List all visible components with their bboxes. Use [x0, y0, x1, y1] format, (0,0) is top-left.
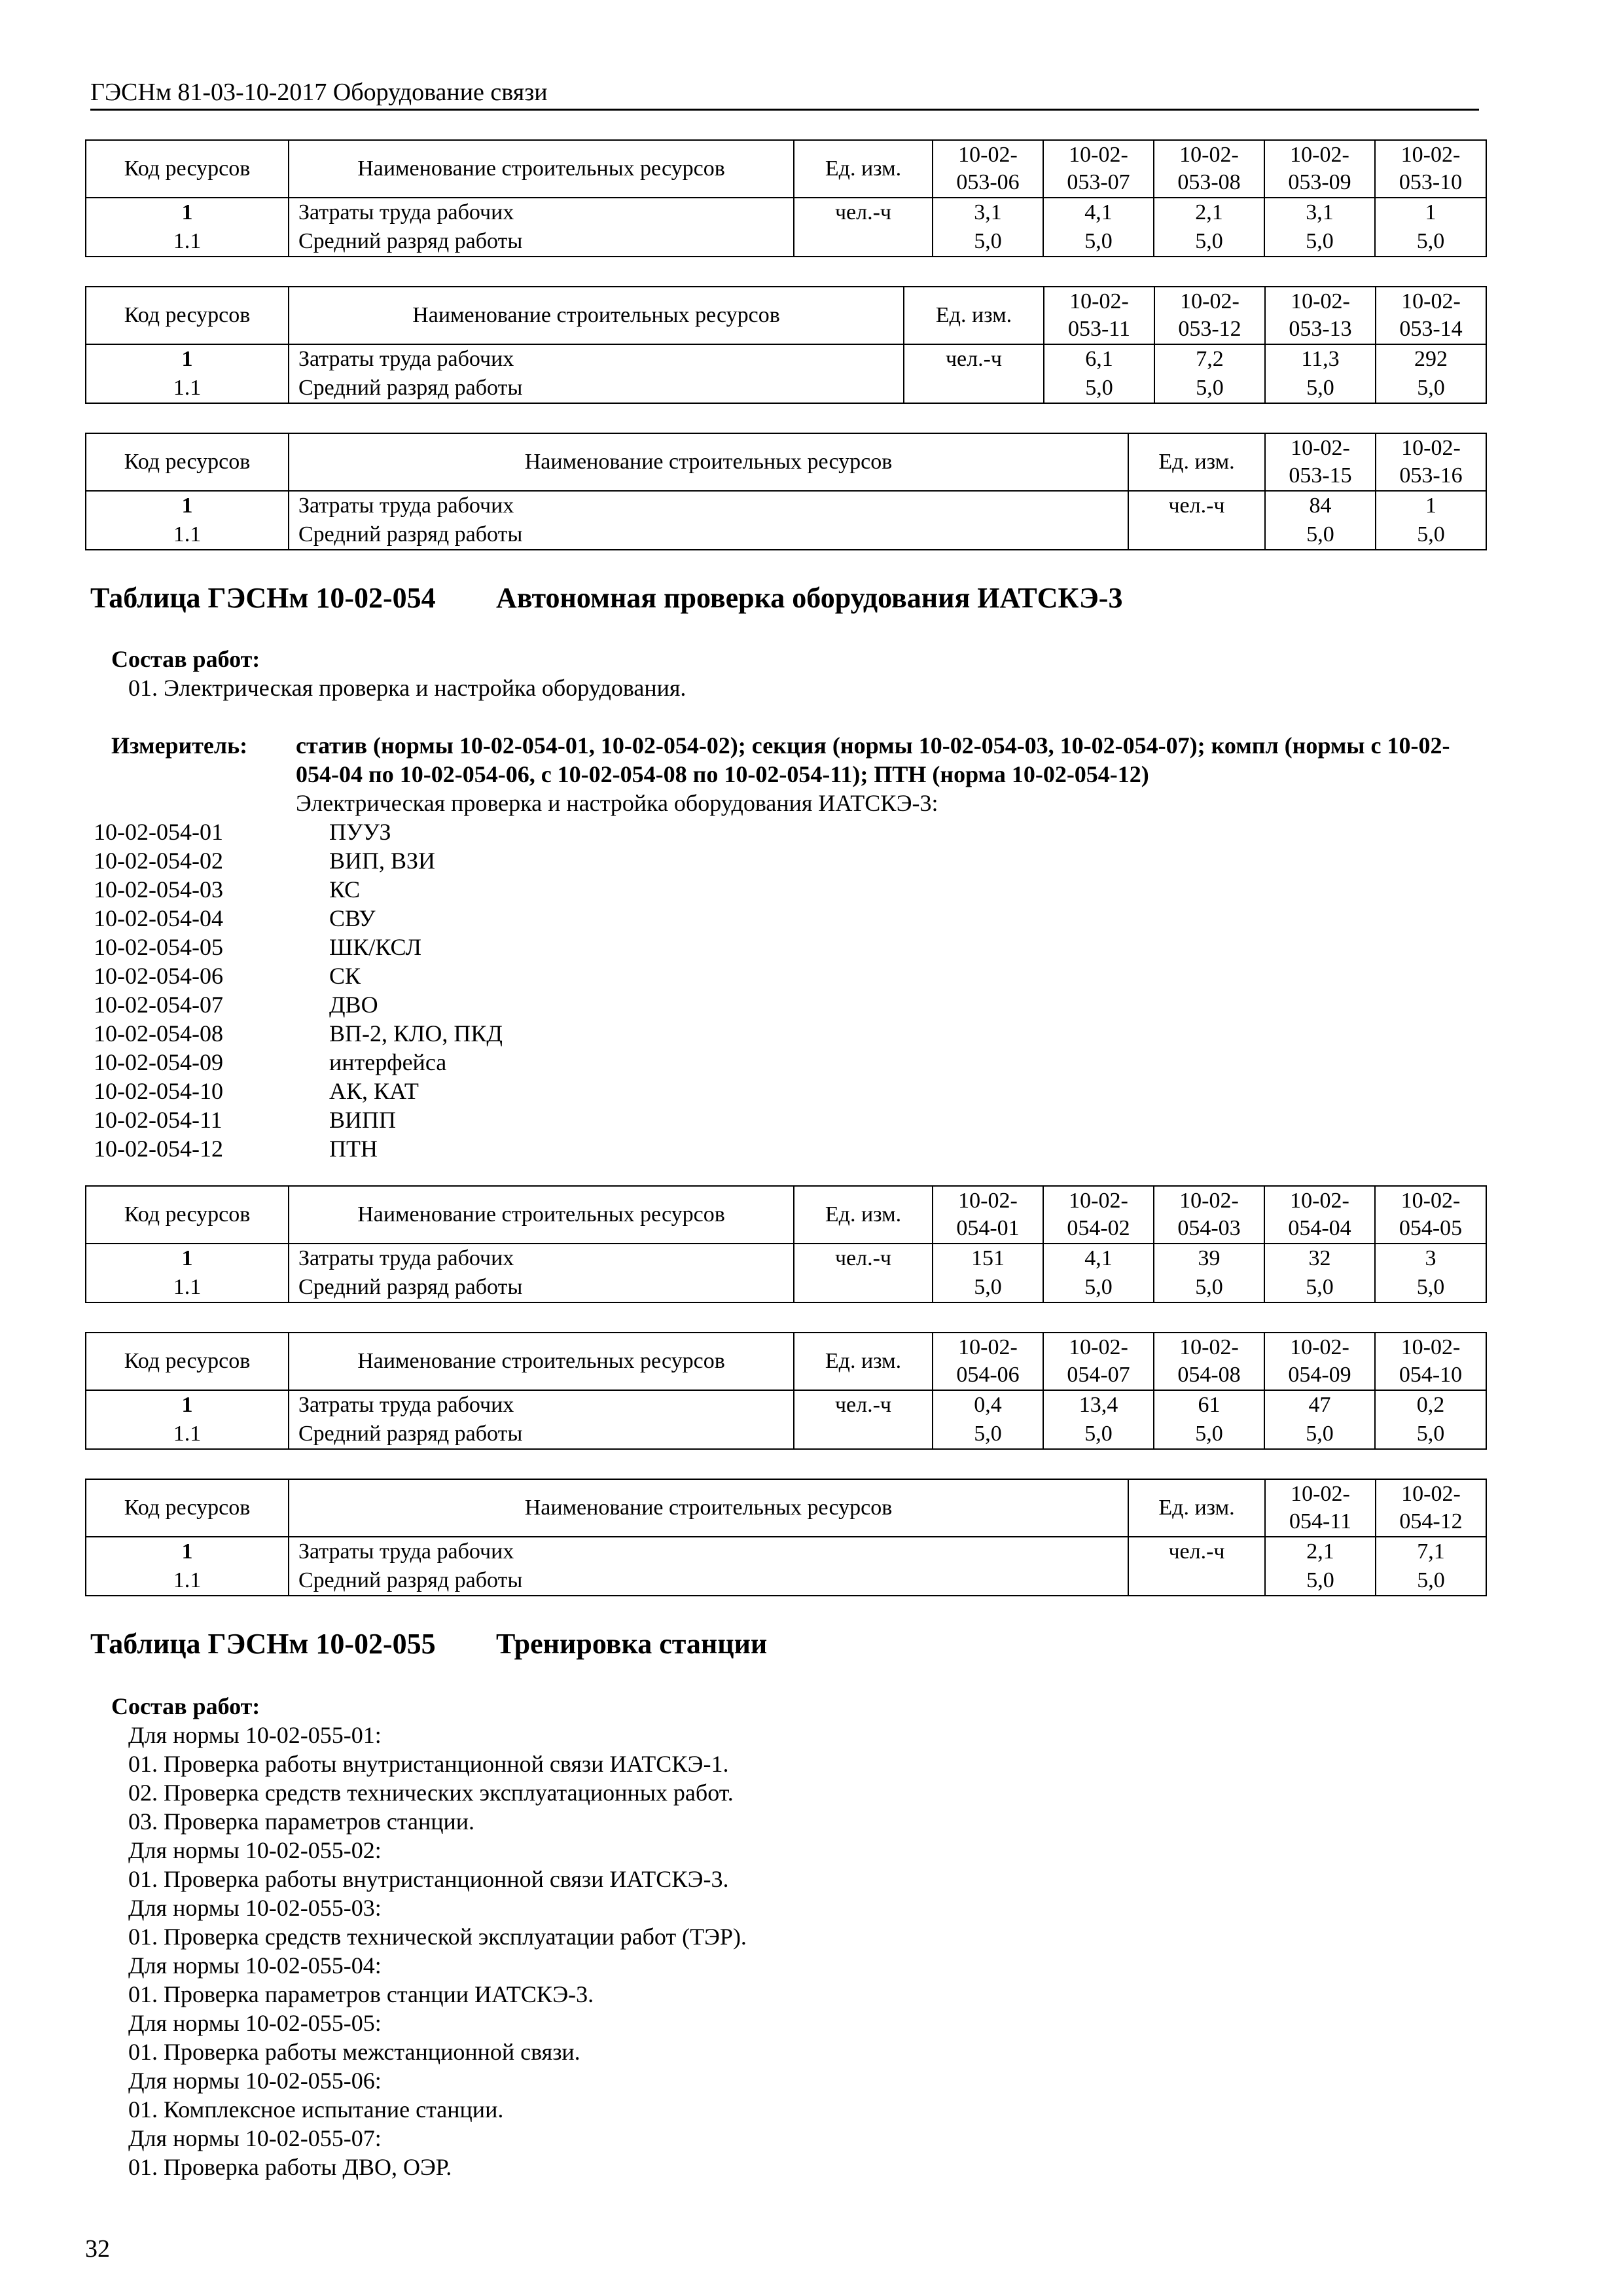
page-number: 32 [85, 2235, 110, 2263]
list-item: 10-02-054-04 СВУ [94, 905, 376, 931]
list-item: Для нормы 10-02-055-04: [128, 1952, 382, 1979]
list-item: 01. Проверка параметров станции ИАТСКЭ-3. [128, 1981, 594, 2007]
col-norm-header: 10-02- 053-09 [1264, 140, 1375, 198]
measure-intro: Электрическая проверка и настройка оборудования ИАТСКЭ-3: [296, 790, 938, 816]
list-item: Для нормы 10-02-055-03: [128, 1895, 382, 1921]
col-norm-header: 10-02- 054-03 [1154, 1186, 1264, 1244]
measure-text: статив (нормы 10-02-054-01, 10-02-054-02); секция (нормы 10-02-054-03, 10-02-054-07); компл (нормы с 10-02-054-04 по 10-02-054-06, с 10-02-054-08 по 10-02-054-11); ПТН (норма 10-02-054-12) [296, 732, 1450, 787]
col-code-header: Код ресурсов [86, 1333, 289, 1390]
table-row-grade: 1.1 Средний разряд работы 5,0 5,0 5,0 5,0 5,0 [86, 1273, 1486, 1302]
list-item: 10-02-054-08 ВП-2, КЛО, ПКД [94, 1020, 503, 1047]
list-item: 02. Проверка средств технических эксплуатационных работ. [128, 1780, 734, 1806]
col-norm-header: 10-02- 053-11 [1044, 287, 1154, 344]
col-norm-header: 10-02- 053-16 [1376, 433, 1486, 491]
col-unit-header: Ед. изм. [794, 1186, 933, 1244]
col-norm-header: 10-02- 054-07 [1043, 1333, 1154, 1390]
section-title-055: Таблица ГЭСНм 10-02-055 Тренировка станции [90, 1628, 768, 1660]
table-row-labor: 1 Затраты труда рабочих чел.-ч 84 1 [86, 491, 1486, 520]
table-row-grade: 1.1 Средний разряд работы 5,0 5,0 5,0 5,0 5,0 [86, 227, 1486, 257]
list-item: 01. Проверка работы ДВО, ОЭР. [128, 2154, 452, 2180]
list-item: 10-02-054-06 СК [94, 963, 361, 989]
col-norm-header: 10-02- 053-14 [1376, 287, 1486, 344]
col-code-header: Код ресурсов [86, 1186, 289, 1244]
list-item: 10-02-054-03 КС [94, 876, 361, 903]
col-name-header: Наименование строительных ресурсов [289, 1479, 1128, 1537]
col-norm-header: 10-02- 054-04 [1264, 1186, 1375, 1244]
list-item: Для нормы 10-02-055-07: [128, 2125, 382, 2151]
col-norm-header: 10-02- 053-06 [933, 140, 1043, 198]
section-title-054: Таблица ГЭСНм 10-02-054 Автономная проверка оборудования ИАТСКЭ-3 [90, 582, 1123, 614]
col-code-header: Код ресурсов [86, 1479, 289, 1537]
list-item: 01. Комплексное испытание станции. [128, 2096, 504, 2123]
col-name-header: Наименование строительных ресурсов [289, 1186, 794, 1244]
list-item: Для нормы 10-02-055-05: [128, 2010, 382, 2036]
col-code-header: Код ресурсов [86, 433, 289, 491]
table-row-grade: 1.1 Средний разряд работы 5,0 5,0 [86, 1566, 1486, 1596]
list-item: 01. Проверка работы межстанционной связи. [128, 2039, 580, 2065]
col-unit-header: Ед. изм. [1128, 1479, 1265, 1537]
list-item: 10-02-054-02 ВИП, ВЗИ [94, 848, 436, 874]
col-norm-header: 10-02- 054-01 [933, 1186, 1043, 1244]
col-norm-header: 10-02- 053-12 [1154, 287, 1265, 344]
col-norm-header: 10-02- 054-08 [1154, 1333, 1264, 1390]
list-item: Для нормы 10-02-055-01: [128, 1722, 382, 1748]
list-item: 10-02-054-10 АК, КАТ [94, 1078, 419, 1104]
works-list-055 [128, 1721, 747, 2181]
list-item: 10-02-054-09 интерфейса [94, 1049, 447, 1075]
table-row-labor: 1 Затраты труда рабочих чел.-ч 0,4 13,4 61 47 0,2 [86, 1390, 1486, 1420]
list-item: 01. Проверка работы внутристанционной связи ИАТСКЭ-1. [128, 1751, 729, 1777]
works-label-054: Состав работ: [111, 646, 260, 672]
col-norm-header: 10-02- 054-12 [1376, 1479, 1486, 1537]
works-label-055: Состав работ: [111, 1693, 260, 1719]
col-norm-header: 10-02- 053-13 [1265, 287, 1376, 344]
col-norm-header: 10-02- 054-02 [1043, 1186, 1154, 1244]
col-name-header: Наименование строительных ресурсов [289, 140, 794, 198]
col-code-header: Код ресурсов [86, 287, 289, 344]
table-row-labor: 1 Затраты труда рабочих чел.-ч 2,1 7,1 [86, 1537, 1486, 1566]
list-item: 10-02-054-11 ВИПП [94, 1107, 397, 1133]
table-row-grade: 1.1 Средний разряд работы 5,0 5,0 [86, 520, 1486, 550]
table-row-labor: 1 Затраты труда рабочих чел.-ч 6,1 7,2 11,3 292 [86, 344, 1486, 374]
list-item: 10-02-054-05 ШК/КСЛ [94, 934, 421, 960]
list-item: Для нормы 10-02-055-06: [128, 2068, 382, 2094]
table-row-labor: 1 Затраты труда рабочих чел.-ч 3,1 4,1 2,1 3,1 1 [86, 198, 1486, 227]
resource-table-053-11-14 [85, 286, 1487, 404]
col-name-header: Наименование строительных ресурсов [289, 287, 904, 344]
norm-code-list [94, 817, 503, 1163]
running-header: ГЭСНм 81-03-10-2017 Оборудование связи [90, 77, 1479, 111]
resource-table-053-15-16 [85, 433, 1487, 550]
col-norm-header: 10-02- 054-05 [1375, 1186, 1486, 1244]
col-norm-header: 10-02- 054-11 [1265, 1479, 1376, 1537]
col-code-header: Код ресурсов [86, 140, 289, 198]
list-item: 10-02-054-01 ПУУЗ [94, 819, 391, 845]
list-item: 03. Проверка параметров станции. [128, 1808, 475, 1835]
col-unit-header: Ед. изм. [794, 1333, 933, 1390]
list-item: Для нормы 10-02-055-02: [128, 1837, 382, 1863]
col-norm-header: 10-02- 053-10 [1375, 140, 1486, 198]
table-row-grade: 1.1 Средний разряд работы 5,0 5,0 5,0 5,0 5,0 [86, 1420, 1486, 1449]
table-row-grade: 1.1 Средний разряд работы 5,0 5,0 5,0 5,0 [86, 374, 1486, 403]
col-unit-header: Ед. изм. [1128, 433, 1265, 491]
col-norm-header: 10-02- 054-06 [933, 1333, 1043, 1390]
resource-table-054-01-05 [85, 1185, 1487, 1303]
resource-table-054-06-10 [85, 1332, 1487, 1450]
col-norm-header: 10-02- 053-08 [1154, 140, 1264, 198]
col-norm-header: 10-02- 054-10 [1375, 1333, 1486, 1390]
col-norm-header: 10-02- 053-15 [1265, 433, 1376, 491]
col-unit-header: Ед. изм. [904, 287, 1044, 344]
list-item: 01. Проверка средств технической эксплуатации работ (ТЭР). [128, 1924, 747, 1950]
list-item: 01. Проверка работы внутристанционной связи ИАТСКЭ-3. [128, 1866, 729, 1892]
measure-label: Измеритель: [111, 732, 248, 759]
col-unit-header: Ед. изм. [794, 140, 933, 198]
table-row-labor: 1 Затраты труда рабочих чел.-ч 151 4,1 39 32 3 [86, 1244, 1486, 1273]
col-norm-header: 10-02- 054-09 [1264, 1333, 1375, 1390]
list-item: 10-02-054-07 ДВО [94, 992, 378, 1018]
works-item-054: 01. Электрическая проверка и настройка оборудования. [128, 675, 687, 701]
col-name-header: Наименование строительных ресурсов [289, 433, 1128, 491]
resource-table-054-11-12 [85, 1479, 1487, 1596]
resource-table-053-06-10 [85, 139, 1487, 257]
col-name-header: Наименование строительных ресурсов [289, 1333, 794, 1390]
list-item: 10-02-054-12 ПТН [94, 1136, 378, 1162]
col-norm-header: 10-02- 053-07 [1043, 140, 1154, 198]
